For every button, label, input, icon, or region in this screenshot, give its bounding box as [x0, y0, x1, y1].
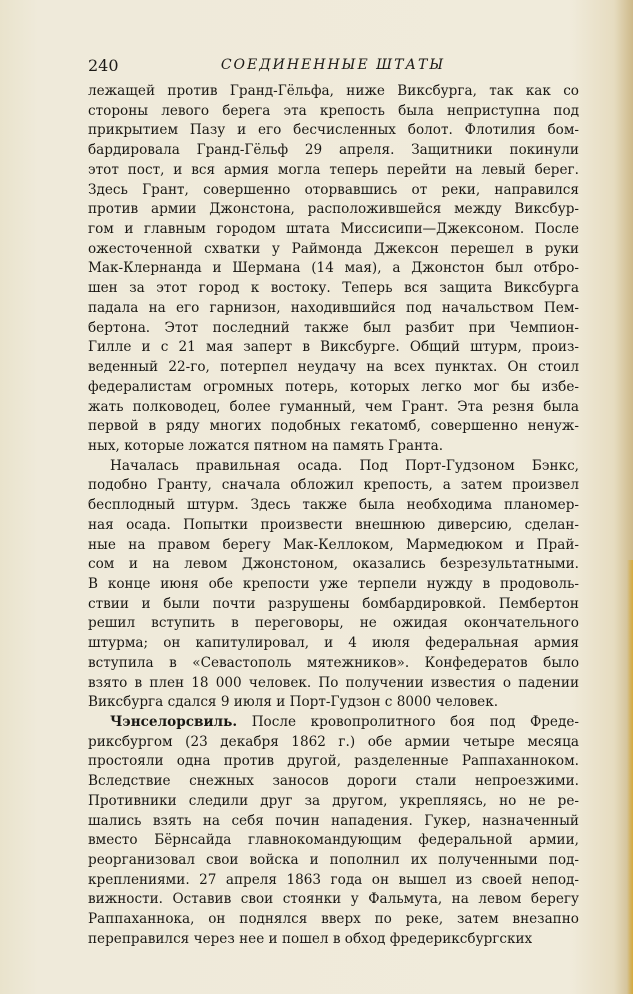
text-line: В конце июня обе крепости уже терпели нужду в продоволь-: [88, 575, 579, 592]
text-line: стороны левого берега эта крепость была неприступна под: [88, 102, 579, 119]
text-line: ные на правом берегу Мак-Келлоком, Мармедюком и Прай-: [88, 536, 579, 553]
text-line: шен за этот город к востоку. Теперь вся защита Виксбурга: [88, 280, 579, 297]
text-line: вижности. Оставив свои стоянки у Фальмута, на левом берегу: [88, 891, 579, 908]
text-line: бардировала Гранд-Гёльф 29 апреля. Защитники покинули: [88, 142, 579, 159]
text-line: Противники следили друг за другом, укрепляясь, но не ре-: [88, 792, 579, 809]
text-line: штурма; он капитулировал, и 4 июля федеральная армия: [88, 635, 579, 652]
text-line: сом и на левом Джонстоном, оказались безрезультатными.: [88, 556, 579, 573]
text-line: вступила в «Севастополь мятежников». Конфедератов было: [88, 654, 579, 671]
text-line: реорганизовал свои войска и пополнил их полученными под-: [88, 852, 579, 869]
text-line: ожесточенной схватки у Раймонда Джексон перешел в руки: [88, 240, 579, 257]
body-text: [88, 82, 579, 950]
text-line: креплениями. 27 апреля 1863 года он вышел из своей непод-: [88, 871, 579, 888]
paragraph-chancellorsville: [88, 713, 579, 950]
paragraph-siege-vicksburg: [88, 82, 579, 457]
text-line: взято в плен 18 000 человек. По получении известия о падении: [88, 674, 579, 691]
text-line: вместо Бёрнсайда главнокомандующим федеральной армии,: [88, 832, 579, 849]
text-line: первой в ряду многих подобных гекатомб, совершенно ненуж-: [88, 418, 579, 435]
text-line: падала на его гарнизон, находившийся под начальством Пем-: [88, 299, 579, 316]
text-line: простояли одна против другой, разделенные Раппаханноком.: [88, 753, 579, 770]
run-in-heading: Чэнселорсвиль.: [110, 714, 238, 730]
text-line: ных, которые ложатся пятном на память Гранта.: [88, 437, 444, 454]
text-line: риксбургом (23 декабря 1862 г.) обе армии четыре месяца: [88, 733, 579, 750]
page-edge-shading: [627, 560, 633, 994]
text-line: федералистам огромных потерь, которых легко мог бы избе-: [88, 378, 579, 395]
running-title: СОЕДИНЕННЫЕ ШТАТЫ: [220, 57, 446, 73]
text-line: Гилле и с 21 мая заперт в Виксбурге. Общий штурм, произ-: [88, 339, 579, 356]
text-line: решил вступить в переговоры, не ожидая окончательного: [88, 615, 579, 632]
text-line: ствии и были почти разрушены бомбардировкой. Пембертон: [88, 595, 579, 612]
text-line: лежащей против Гранд-Гёльфа, ниже Виксбурга, так как со: [88, 83, 579, 99]
page-header: [88, 56, 578, 78]
paragraph-siege-port-hudson: [88, 457, 579, 713]
text-line: веденный 22-го, потерпел неудачу на всех пунктах. Он стоил: [88, 359, 579, 376]
text-line: Здесь Грант, совершенно оторвавшись от реки, направился: [88, 181, 579, 198]
text-line: ная осада. Попытки произвести внешнюю диверсию, сделан-: [88, 516, 579, 533]
text-line: этот пост, и вся армия могла теперь перейти на левый берег.: [88, 161, 579, 178]
text-line: бертона. Этот последний также был разбит при Чемпион-: [88, 319, 579, 336]
text-line: переправился через нее и пошел в обход фредериксбургских: [88, 930, 533, 947]
page-number: 240: [88, 56, 119, 75]
text-line-rest: После кровопролитного боя под Фреде-: [251, 714, 579, 730]
text-line: [88, 713, 579, 733]
text-line: Виксбурга сдался 9 июля и Порт-Гудзон с 8000 человек.: [88, 694, 499, 711]
text-line: бесплодный штурм. Здесь также была необходима планомер-: [88, 497, 579, 514]
text-line: Началась правильная осада. Под Порт-Гудзоном Бэнкс,: [110, 457, 579, 474]
text-line: шались взять на себя почин нападения. Гукер, назначенный: [88, 812, 579, 829]
text-line: Вследствие снежных заносов дороги стали непроезжими.: [88, 773, 579, 790]
text-line: Мак-Клернанда и Шермана (14 мая), а Джонстон был отбро-: [88, 260, 579, 277]
text-line: прикрытием Пазу и его бесчисленных болот. Флотилия бом-: [88, 122, 579, 139]
text-line: жать полководец, более гуманный, чем Грант. Эта резня была: [88, 398, 579, 415]
text-line: Раппаханнока, он поднялся вверх по реке, затем внезапно: [88, 911, 579, 928]
text-line: подобно Гранту, сначала обложил крепость, а затем произвел: [88, 477, 579, 494]
text-line: гом и главным городом штата Миссисипи—Джексоном. После: [88, 221, 579, 238]
text-line: против армии Джонстона, расположившейся между Виксбур-: [88, 201, 579, 218]
